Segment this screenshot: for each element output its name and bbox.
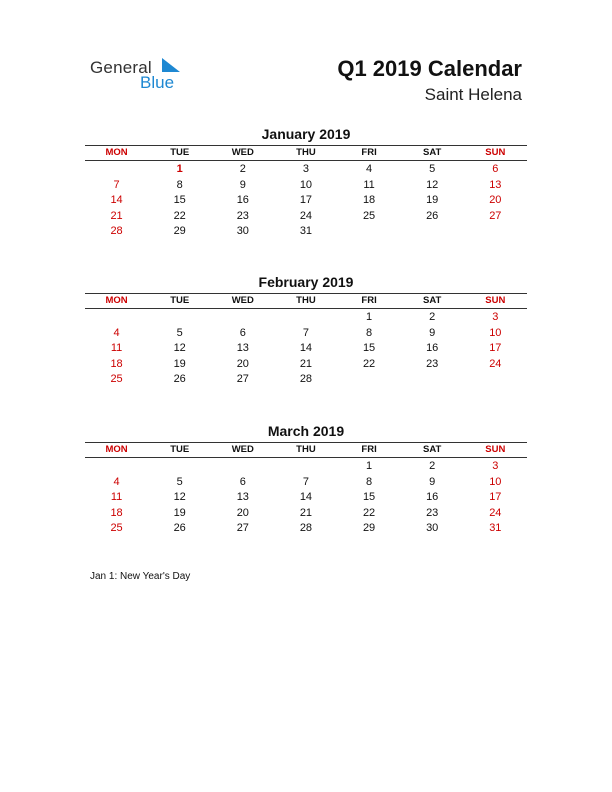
day-cell: 27 xyxy=(489,209,502,222)
day-cell: 28 xyxy=(299,522,313,535)
day-cell: 4 xyxy=(113,475,120,488)
weekday-label-thu: THU xyxy=(296,147,316,158)
weekday-label-wed: WED xyxy=(231,295,254,306)
day-cell: 22 xyxy=(362,357,376,370)
day-cell: 2 xyxy=(429,311,436,323)
month-grid xyxy=(85,459,527,537)
day-cell: 13 xyxy=(236,491,249,504)
day-cell: 16 xyxy=(426,491,439,504)
day-cell: 17 xyxy=(489,491,502,504)
day-cell: 6 xyxy=(239,326,246,339)
day-cell: 12 xyxy=(173,491,186,504)
day-cell: 27 xyxy=(236,373,249,386)
day-cell: 1 xyxy=(366,311,373,323)
day-cell: 23 xyxy=(426,506,439,519)
empty-day-cell xyxy=(401,224,464,240)
week-row xyxy=(85,193,527,209)
empty-day-cell xyxy=(464,372,527,388)
day-cell: 7 xyxy=(302,475,309,488)
day-cell: 10 xyxy=(489,326,502,339)
day-cell: 20 xyxy=(489,194,502,207)
day-cell: 31 xyxy=(299,225,313,238)
day-cell: 2 xyxy=(239,163,246,175)
empty-day-cell xyxy=(148,459,211,475)
empty-day-cell xyxy=(401,372,464,388)
weekday-label-sun: SUN xyxy=(485,444,506,455)
empty-day-cell xyxy=(338,224,401,240)
day-cell: 14 xyxy=(110,194,123,207)
day-cell: 26 xyxy=(173,522,186,535)
day-cell: 21 xyxy=(299,506,313,519)
day-cell: 24 xyxy=(299,209,313,222)
day-cell: 30 xyxy=(426,522,439,535)
weekday-label-mon: MON xyxy=(105,295,128,306)
day-cell: 17 xyxy=(489,342,502,355)
day-cell: 22 xyxy=(362,506,376,519)
week-row xyxy=(85,521,527,537)
day-cell: 16 xyxy=(236,194,249,207)
week-row xyxy=(85,506,527,522)
month-grid xyxy=(85,162,527,240)
day-cell: 5 xyxy=(429,163,436,175)
day-cell: 10 xyxy=(489,475,502,488)
day-cell: 15 xyxy=(173,194,186,207)
month-title: March 2019 xyxy=(267,423,345,439)
day-cell: 17 xyxy=(299,194,313,207)
day-cell: 7 xyxy=(113,178,120,191)
weekday-label-fri: FRI xyxy=(361,444,377,455)
week-row xyxy=(85,459,527,475)
empty-day-cell xyxy=(464,224,527,240)
day-cell: 3 xyxy=(492,460,499,472)
day-cell: 27 xyxy=(236,522,249,535)
week-row xyxy=(85,357,527,373)
page-title: Q1 2019 Calendar xyxy=(337,56,522,81)
month-block-january xyxy=(85,125,527,240)
empty-day-cell xyxy=(211,310,274,326)
day-cell: 22 xyxy=(173,209,186,222)
day-cell: 1 xyxy=(176,163,183,175)
day-cell: 31 xyxy=(489,522,502,535)
logo-general-text: General xyxy=(90,58,152,77)
empty-day-cell xyxy=(338,372,401,388)
day-cell: 4 xyxy=(366,163,373,175)
day-cell: 19 xyxy=(173,506,186,519)
day-cell: 16 xyxy=(426,342,439,355)
week-row xyxy=(85,341,527,357)
logo-triangle-icon xyxy=(162,58,180,72)
day-cell: 18 xyxy=(110,506,123,519)
day-cell: 14 xyxy=(299,342,313,355)
weekday-label-sat: SAT xyxy=(423,444,442,455)
day-cell: 20 xyxy=(236,357,249,370)
day-cell: 18 xyxy=(110,357,123,370)
week-row xyxy=(85,475,527,491)
day-cell: 2 xyxy=(429,460,436,472)
week-row xyxy=(85,326,527,342)
day-cell: 14 xyxy=(299,491,313,504)
week-row xyxy=(85,224,527,240)
weekday-label-mon: MON xyxy=(105,444,128,455)
day-cell: 24 xyxy=(489,357,502,370)
day-cell: 30 xyxy=(236,225,249,238)
empty-day-cell xyxy=(211,459,274,475)
logo-blue-text: Blue xyxy=(140,73,175,92)
day-cell: 28 xyxy=(299,373,313,386)
month-title: January 2019 xyxy=(261,126,351,142)
day-cell: 26 xyxy=(426,209,439,222)
day-cell: 7 xyxy=(302,326,309,339)
holiday-note: Jan 1: New Year's Day xyxy=(90,571,191,582)
day-cell: 18 xyxy=(362,194,376,207)
day-cell: 6 xyxy=(239,475,246,488)
day-cell: 5 xyxy=(176,326,183,339)
empty-day-cell xyxy=(148,310,211,326)
day-cell: 11 xyxy=(363,178,375,191)
empty-day-cell xyxy=(274,310,337,326)
generalblue-logo xyxy=(90,56,200,96)
weekday-label-wed: WED xyxy=(231,147,254,158)
day-cell: 25 xyxy=(362,209,376,222)
day-cell: 6 xyxy=(492,163,499,175)
empty-day-cell xyxy=(274,459,337,475)
weekday-label-wed: WED xyxy=(231,444,254,455)
day-cell: 10 xyxy=(299,178,313,191)
day-cell: 25 xyxy=(110,373,123,386)
day-cell: 5 xyxy=(176,475,183,488)
day-cell: 8 xyxy=(366,475,373,488)
weekday-label-tue: TUE xyxy=(170,295,190,306)
day-cell: 24 xyxy=(489,506,502,519)
weekday-label-mon: MON xyxy=(105,147,128,158)
weekday-label-sun: SUN xyxy=(485,147,506,158)
weekday-header xyxy=(85,442,527,458)
weekday-label-fri: FRI xyxy=(361,295,377,306)
day-cell: 29 xyxy=(173,225,186,238)
empty-day-cell xyxy=(85,459,148,475)
week-row xyxy=(85,178,527,194)
weekday-label-sat: SAT xyxy=(423,295,442,306)
day-cell: 13 xyxy=(489,178,502,191)
week-row xyxy=(85,209,527,225)
day-cell: 9 xyxy=(239,178,246,191)
weekday-label-tue: TUE xyxy=(170,147,190,158)
week-row xyxy=(85,372,527,388)
weekday-label-thu: THU xyxy=(296,444,316,455)
month-block-march xyxy=(85,422,527,537)
day-cell: 4 xyxy=(113,326,120,339)
day-cell: 23 xyxy=(236,209,249,222)
day-cell: 11 xyxy=(110,342,123,355)
day-cell: 12 xyxy=(426,178,439,191)
month-title: February 2019 xyxy=(258,274,354,290)
weekday-label-sun: SUN xyxy=(485,295,506,306)
empty-day-cell xyxy=(85,310,148,326)
day-cell: 19 xyxy=(173,357,186,370)
day-cell: 21 xyxy=(110,209,123,222)
day-cell: 15 xyxy=(362,491,376,504)
empty-day-cell xyxy=(85,162,148,178)
day-cell: 9 xyxy=(429,326,436,339)
week-row xyxy=(85,162,527,178)
week-row xyxy=(85,490,527,506)
day-cell: 13 xyxy=(236,342,249,355)
day-cell: 28 xyxy=(110,225,123,238)
day-cell: 3 xyxy=(302,163,309,175)
day-cell: 19 xyxy=(426,194,439,207)
day-cell: 20 xyxy=(236,506,249,519)
weekday-header xyxy=(85,145,527,161)
day-cell: 26 xyxy=(173,373,186,386)
day-cell: 25 xyxy=(110,522,123,535)
day-cell: 1 xyxy=(366,460,373,472)
day-cell: 23 xyxy=(426,357,439,370)
month-block-february xyxy=(85,273,527,388)
page-subtitle: Saint Helena xyxy=(424,85,522,104)
weekday-label-tue: TUE xyxy=(170,444,190,455)
weekday-label-thu: THU xyxy=(296,295,316,306)
day-cell: 11 xyxy=(110,491,123,504)
weekday-header xyxy=(85,293,527,309)
month-grid xyxy=(85,310,527,388)
day-cell: 3 xyxy=(492,311,499,323)
day-cell: 8 xyxy=(366,326,373,339)
day-cell: 8 xyxy=(176,178,183,191)
day-cell: 15 xyxy=(362,342,376,355)
day-cell: 21 xyxy=(299,357,313,370)
day-cell: 9 xyxy=(429,475,436,488)
weekday-label-sat: SAT xyxy=(423,147,442,158)
weekday-label-fri: FRI xyxy=(361,147,377,158)
day-cell: 29 xyxy=(362,522,376,535)
day-cell: 12 xyxy=(173,342,186,355)
week-row xyxy=(85,310,527,326)
